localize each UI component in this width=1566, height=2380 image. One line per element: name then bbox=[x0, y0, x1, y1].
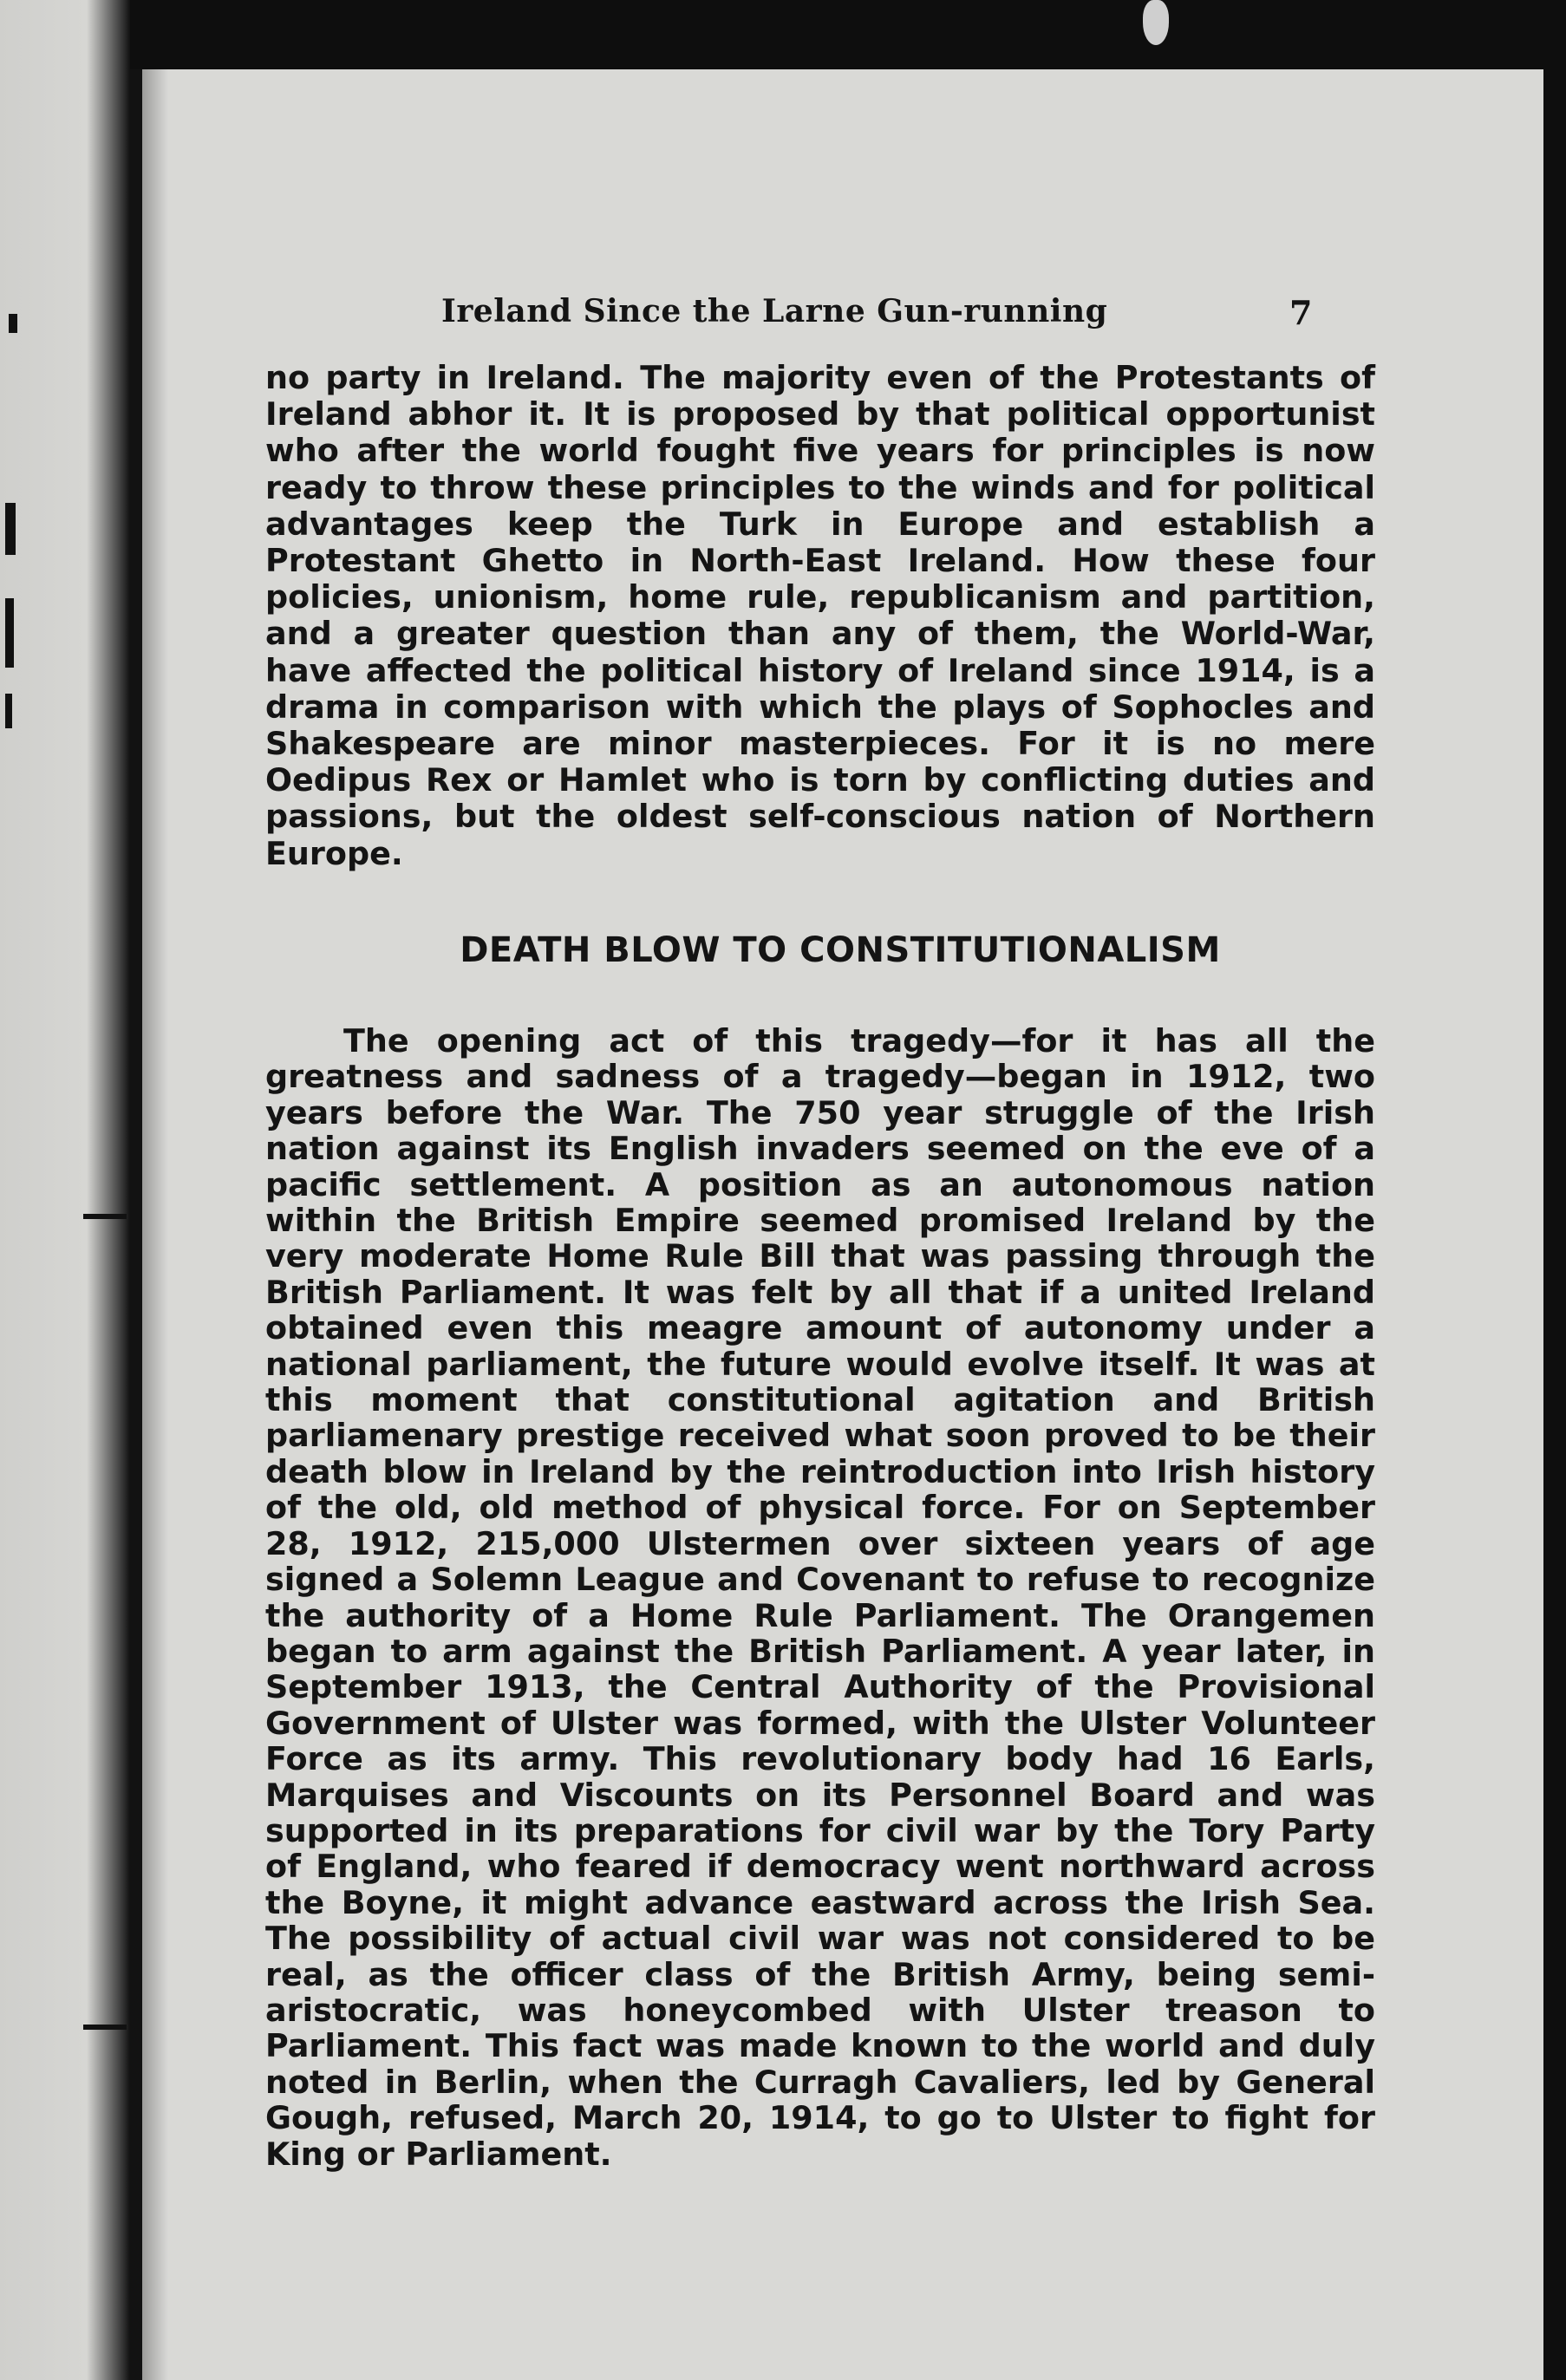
spine-shadow bbox=[142, 69, 168, 2380]
running-head: Ireland Since the Larne Gun-running bbox=[441, 293, 1108, 329]
page-header bbox=[142, 293, 1556, 336]
binding-thread-mark bbox=[83, 1214, 127, 1219]
page-number: 7 bbox=[1289, 293, 1313, 332]
edge-mark bbox=[5, 598, 14, 668]
book-page bbox=[130, 69, 1543, 2380]
edge-mark bbox=[5, 503, 16, 555]
section-heading bbox=[142, 930, 1556, 970]
paragraph-2: The opening act of this tragedy—for it has all the greatness and sadness of a tragedy—began in 1912, two years before the War. The 750 year struggle of the Irish nation against its English invaders seemed on the eve of a pacific settlement. A position as an autonomous nation within the British Empire seemed promised Ireland by the very moderate Home Rule Bill that was passing through the British Parliament. It was felt by all that if a united Ireland obtained even this meagre amount of autonomy under a national parliament, the future would evolve itself. It was at this moment that constitutional agitation and British parliamenary prestige received what soon proved to be their death blow in Ireland by the reintroduction into Irish history of the old, old method of physical force. For on September 28, 1912, 215,000 Ulstermen over sixteen years of age signed a Solemn League and Covenant to refuse to recognize the authority of a Home Rule Parliament. The Orangemen began to arm against the British Parliament. A year later, in September 1913, the Central Authority of the Provisional Government of Ulster was formed, with the Ulster Volunteer Force as its army. This revolutionary body had 16 Earls, Marquises and Viscounts on its Personnel Board and was supported in its preparations for civil war by the Tory Party of England, who feared if democracy went northward across the Boyne, it might advance eastward across the Irish Sea. The possibility of actual civil war was not considered to be real, as the officer class of the British Army, being semi-aristocratic, was honeycombed with Ulster treason to Parliament. This fact was made known to the world and duly noted in Berlin, when the Curragh Cavaliers, led by General Gough, refused, March 20, 1914, to go to Ulster to fight for King or Parliament. bbox=[265, 1022, 1375, 2173]
section-heading-text: DEATH BLOW TO CONSTITUTIONALISM bbox=[460, 930, 1221, 970]
paragraph-1: no party in Ireland. The majority even of the Protestants of Ireland abhor it. It is proposed by that political opportunist who after the world fought five years for principles is now ready to throw these principles to the winds and for political advantages keep the Turk in Europe and establish a Protestant Ghetto in North-East Ireland. How these four policies, unionism, home rule, republicanism and partition, and a greater question than any of them, the World-War, have affected the political history of Ireland since 1914, is a drama in comparison with which the plays of Sophocles and Shakespeare are minor masterpieces. For it is no mere Oedipus Rex or Hamlet who is torn by conflicting duties and passions, but the oldest self-conscious nation of Northern Europe. bbox=[265, 359, 1375, 872]
adjacent-page-edge bbox=[0, 0, 130, 2380]
edge-mark bbox=[5, 694, 12, 728]
binding-thread-mark bbox=[83, 2025, 127, 2030]
edge-mark bbox=[9, 314, 17, 333]
scan-artifact bbox=[1143, 0, 1169, 45]
